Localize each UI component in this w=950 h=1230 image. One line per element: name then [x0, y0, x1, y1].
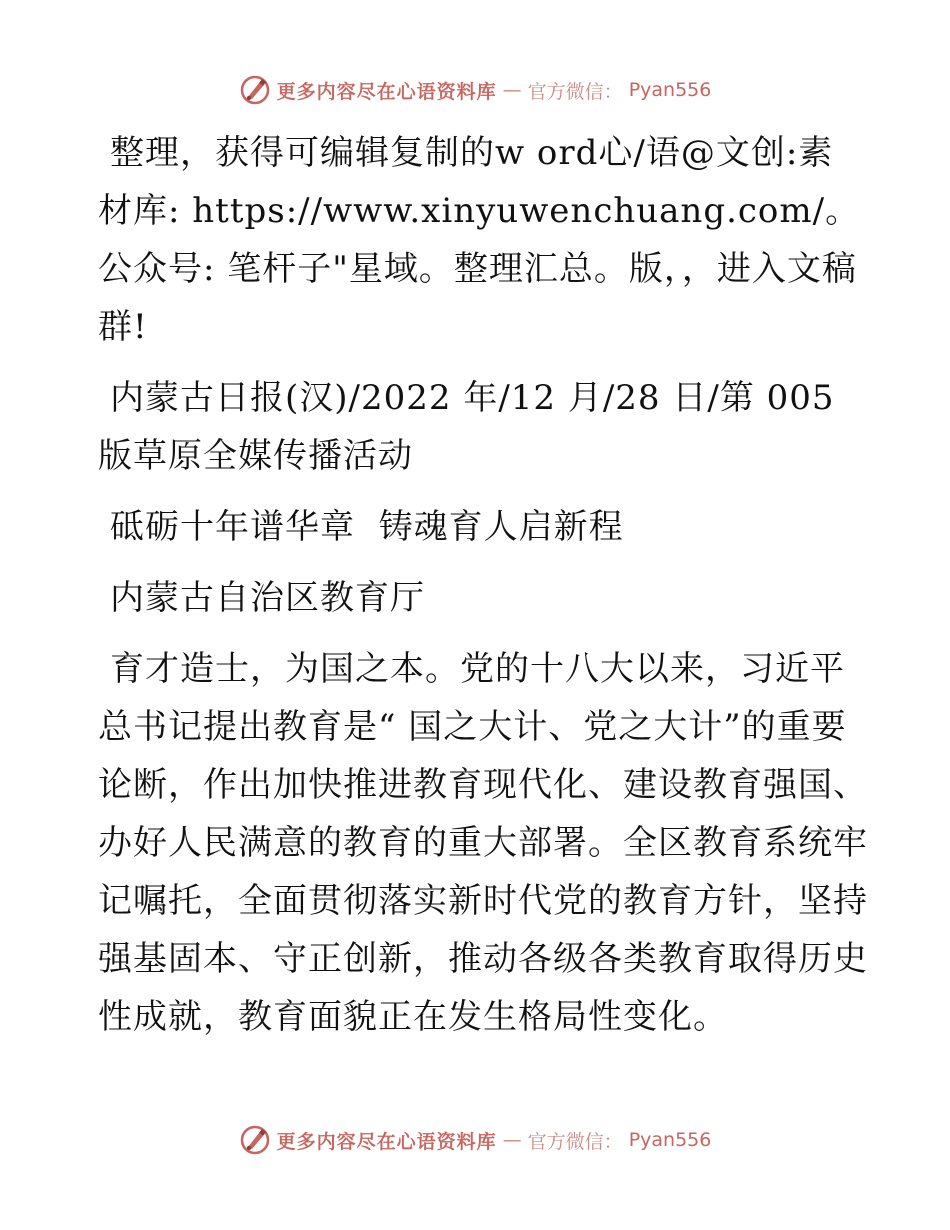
document-body: [98, 124, 868, 1059]
footer-banner-inner: [239, 1124, 712, 1156]
header-banner-handle: Pyan556: [628, 79, 712, 101]
footer-banner-separator: —: [502, 1129, 522, 1151]
header-banner-separator: —: [502, 79, 522, 101]
footer-watermark-banner: [0, 1122, 950, 1158]
intro-paragraph-text: 整理，获得可编辑复制的w ord心/语@文创:素材库: https://www.xinyuwenchuang.com/。公众号: 笔杆子"星域。整理汇总。版，，进入文稿群!: [98, 133, 861, 347]
brush-logo-icon: [239, 1124, 271, 1156]
article-title: [98, 498, 868, 556]
footer-banner-main-text: 更多内容尽在心语资料库: [276, 1130, 497, 1153]
footer-banner-sub-text: 官方微信：: [527, 1130, 623, 1153]
intro-paragraph: [98, 124, 868, 356]
article-author: [98, 569, 868, 627]
brush-logo-icon: [239, 74, 271, 106]
header-banner-main-text: 更多内容尽在心语资料库: [276, 80, 497, 103]
footer-banner-handle: Pyan556: [628, 1129, 712, 1151]
article-title-text: 砥砺十年谱华章 铸魂育人启新程: [110, 507, 624, 547]
article-author-text: 内蒙古自治区教育厅: [110, 578, 425, 618]
header-watermark-banner: [0, 72, 950, 108]
source-line-text: 内蒙古日报(汉)/2022 年/12 月/28 日/第 005 版草原全媒传播活动: [98, 378, 835, 476]
body-paragraph: [98, 640, 868, 1046]
body-paragraph-text: 育才造士，为国之本。党的十八大以来，习近平总书记提出教育是“ 国之大计、党之大计”的重要论断，作出加快推进教育现代化、建设教育强国、办好人民满意的教育的重大部署。全区教育系统牢记嘱托，全面贯彻落实新时代党的教育方针，坚持强基固本、守正创新，推动各级各类教育取得历史性成就，教育面貌正在发生格局性变化。: [98, 649, 868, 1037]
header-banner-sub-text: 官方微信：: [527, 80, 623, 103]
source-line: [98, 369, 868, 485]
header-banner-inner: [239, 74, 712, 106]
